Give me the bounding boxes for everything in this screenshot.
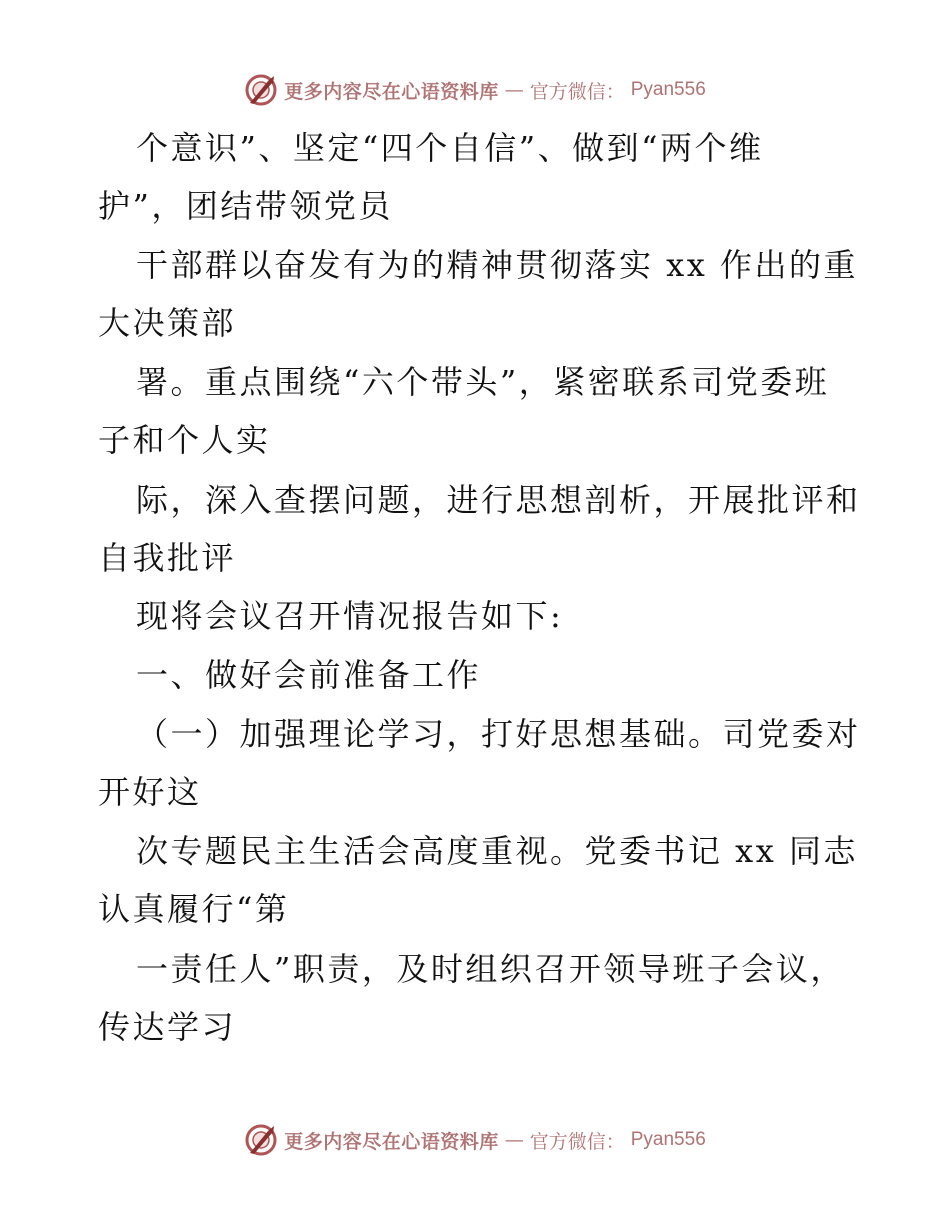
body-line-11: （一）加强理论学习，打好思想基础。司党委对 xyxy=(136,715,861,753)
body-line-16: 传达学习 xyxy=(98,1008,237,1046)
banner-text: 更多内容尽在心语资料库 xyxy=(284,80,499,103)
quill-logo-icon xyxy=(244,1123,278,1157)
banner-wechat-id: Pyan556 xyxy=(630,79,706,100)
body-line-1: 个意识”、坚定“四个自信”、做到“两个维 xyxy=(136,129,764,167)
body-line-14: 认真履行“第 xyxy=(98,890,290,928)
body-line-12: 开好这 xyxy=(98,773,202,811)
header-watermark-banner xyxy=(0,70,950,110)
body-line-6: 子和个人实 xyxy=(98,421,271,459)
body-line-2: 护”，团结带领党员 xyxy=(98,187,393,225)
banner-wechat-label: 官方微信： xyxy=(529,80,625,103)
body-line-8: 自我批评 xyxy=(98,539,237,577)
banner-separator: — xyxy=(504,79,524,101)
body-line-9: 现将会议召开情况报告如下: xyxy=(136,597,564,635)
body-line-7: 际，深入查摆问题，进行思想剖析，开展批评和 xyxy=(136,481,861,519)
banner-text: 更多内容尽在心语资料库 xyxy=(284,1130,499,1153)
footer-watermark-banner xyxy=(0,1120,950,1160)
body-line-3: 干部群以奋发有为的精神贯彻落实 xx 作出的重 xyxy=(136,246,858,284)
banner-separator: — xyxy=(504,1129,524,1151)
banner-wechat-id: Pyan556 xyxy=(630,1129,706,1150)
body-line-5: 署。重点围绕“六个带头”，紧密联系司党委班 xyxy=(136,363,830,401)
body-line-15: 一责任人”职责，及时组织召开领导班子会议， xyxy=(136,950,845,988)
body-line-4: 大决策部 xyxy=(98,304,237,342)
banner-wechat-label: 官方微信： xyxy=(529,1130,625,1153)
section-heading: 一、做好会前准备工作 xyxy=(136,656,482,694)
quill-logo-icon xyxy=(244,73,278,107)
body-line-13: 次专题民主生活会高度重视。党委书记 xx 同志 xyxy=(136,832,858,870)
